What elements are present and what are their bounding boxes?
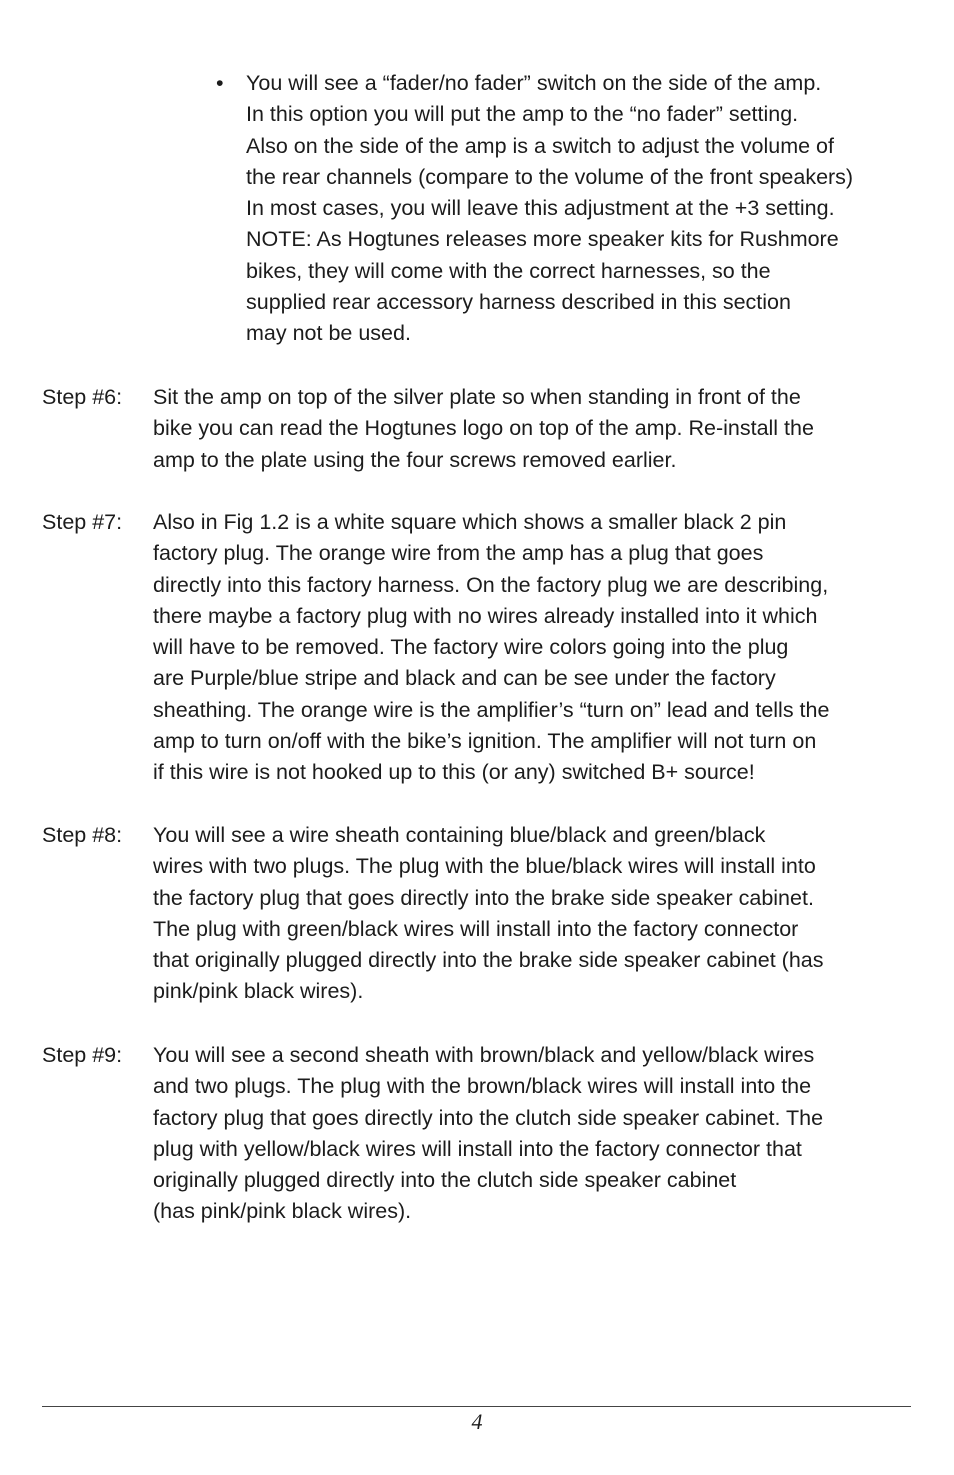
step-line: that originally plugged directly into the brake side speaker cabinet (has <box>153 948 824 973</box>
step-line: pink/pink black wires). <box>153 979 364 1004</box>
step-label: Step #7: <box>42 510 123 534</box>
step-text <box>153 1040 823 1228</box>
bullet-text <box>246 68 853 350</box>
step-line: plug with yellow/black wires will install into the factory connector that <box>153 1136 802 1161</box>
step-line: there maybe a factory plug with no wires already installed into it which <box>153 603 818 628</box>
step-line: You will see a wire sheath containing blue/black and green/black <box>153 823 766 847</box>
footer-divider <box>42 1406 911 1407</box>
bullet-line: You will see a “fader/no fader” switch on the side of the amp. <box>246 71 822 95</box>
step-line: factory plug that goes directly into the clutch side speaker cabinet. The <box>153 1105 824 1130</box>
page-number: 4 <box>471 1409 483 1434</box>
bullet-line: supplied rear accessory harness described in this section <box>246 290 791 315</box>
step-line: will have to be removed. The factory wire colors going into the plug <box>153 635 789 660</box>
step-line: Also in Fig 1.2 is a white square which shows a smaller black 2 pin <box>153 510 787 534</box>
step-line: originally plugged directly into the clutch side speaker cabinet <box>153 1168 737 1193</box>
step-line: are Purple/blue stripe and black and can be see under the factory <box>153 666 776 691</box>
step-line: (has pink/pink black wires). <box>153 1199 412 1224</box>
step-label: Step #8: <box>42 823 123 847</box>
step-line: wires with two plugs. The plug with the blue/black wires will install into <box>153 854 816 879</box>
step-line: bike you can read the Hogtunes logo on top of the amp. Re-install the <box>153 416 814 441</box>
step-line: factory plug. The orange wire from the amp has a plug that goes <box>153 541 764 566</box>
step-line: amp to turn on/off with the bike’s ignition. The amplifier will not turn on <box>153 729 817 754</box>
bullet-line: In this option you will put the amp to the “no fader” setting. <box>246 102 799 127</box>
step-text <box>153 820 823 1008</box>
bullet-line: the rear channels (compare to the volume of the front speakers) <box>246 164 854 189</box>
step-label: Step #6: <box>42 385 123 409</box>
step-line: You will see a second sheath with brown/black and yellow/black wires <box>153 1043 815 1067</box>
bullet-line: Also on the side of the amp is a switch to adjust the volume of <box>246 133 834 158</box>
bullet-line: In most cases, you will leave this adjustment at the +3 setting. <box>246 196 835 221</box>
step-line: The plug with green/black wires will install into the factory connector <box>153 916 799 941</box>
step-line: the factory plug that goes directly into the brake side speaker cabinet. <box>153 885 814 910</box>
step-line: if this wire is not hooked up to this (or any) switched B+ source! <box>153 760 755 785</box>
step-label: Step #9: <box>42 1043 123 1067</box>
step-line: directly into this factory harness. On the factory plug we are describing, <box>153 572 829 597</box>
step-line: and two plugs. The plug with the brown/black wires will install into the <box>153 1074 812 1099</box>
step-line: amp to the plate using the four screws removed earlier. <box>153 447 677 472</box>
step-line: sheathing. The orange wire is the amplifier’s “turn on” lead and tells the <box>153 697 830 722</box>
step-text <box>153 382 814 476</box>
bullet-line: NOTE: As Hogtunes releases more speaker kits for Rushmore <box>246 227 839 252</box>
bullet-marker: • <box>216 71 224 95</box>
step-line: Sit the amp on top of the silver plate so when standing in front of the <box>153 385 801 409</box>
bullet-line: may not be used. <box>246 321 411 346</box>
bullet-line: bikes, they will come with the correct harnesses, so the <box>246 258 771 283</box>
step-text <box>153 507 829 789</box>
